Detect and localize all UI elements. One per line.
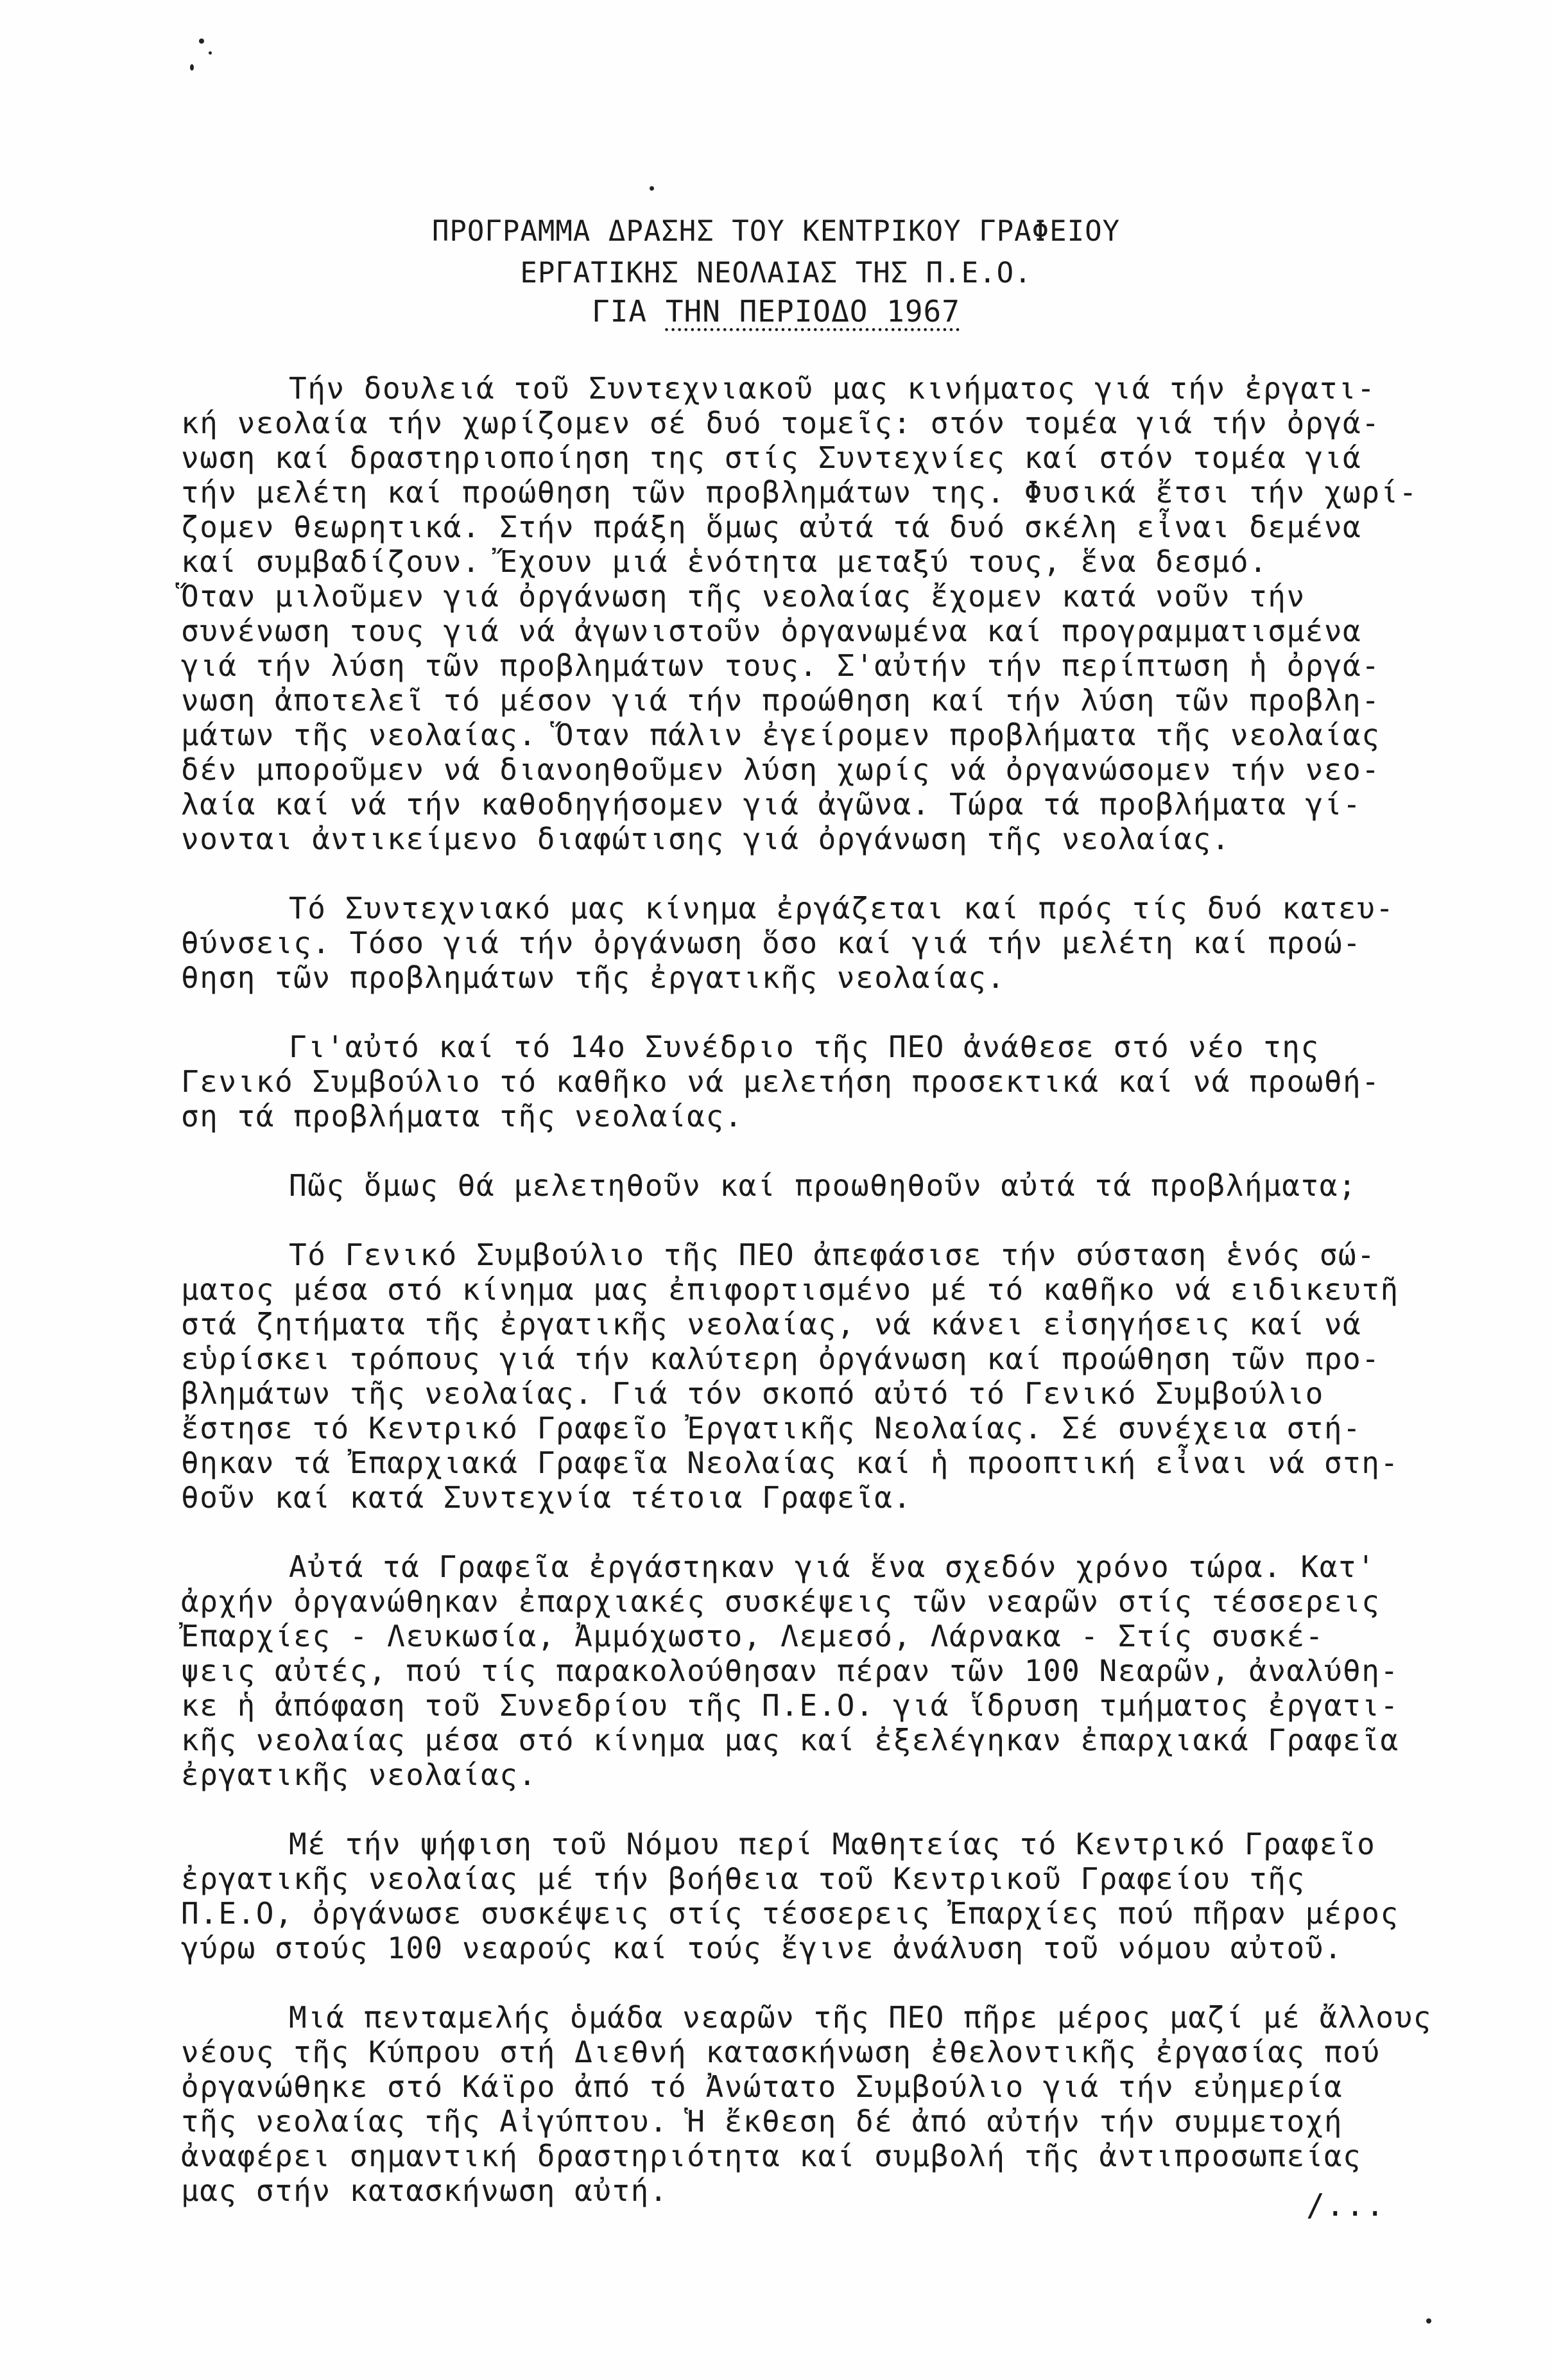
text-line: Τήν δουλειά τοῦ Συντεχνιακοῦ μας κινήματος γιά τήν ἐργατι- — [289, 371, 1376, 406]
text-line: Τό Συντεχνιακό μας κίνημα ἐργάζεται καί πρός τίς δυό κατευ- — [289, 891, 1395, 926]
text-line: ἐργατικῆς νεολαίας. — [181, 1757, 537, 1792]
paragraph — [181, 2000, 1452, 2208]
text-line: εὑρίσκει τρόπους γιά τήν καλύτερη ὀργάνωση καί προώθηση τῶν προ- — [181, 1341, 1381, 1376]
text-line: Μέ τήν ψήφιση τοῦ Νόμου περί Μαθητείας τό Κεντρικό Γραφεῖο — [289, 1827, 1376, 1861]
text-line: κῆς νεολαίας μέσα στό κίνημα μας καί ἐξελέγηκαν ἐπαρχιακά Γραφεῖα — [181, 1723, 1399, 1757]
scan-speck — [1426, 2318, 1431, 2324]
title-line-2: ΕΡΓΑΤΙΚΗΣ ΝΕΟΛΑΙΑΣ ΤΗΣ Π.Ε.Ο. — [520, 257, 1032, 289]
text-line: Μιά πενταμελής ὁμάδα νεαρῶν τῆς ΠΕΟ πῆρε μέρος μαζί μέ ἄλλους — [289, 2000, 1432, 2035]
scan-speck — [190, 64, 194, 71]
text-line: Ὅταν μιλοῦμεν γιά ὀργάνωση τῆς νεολαίας ἔχομεν κατά νοῦν τήν — [181, 579, 1306, 614]
text-line: κή νεολαία τήν χωρίζομεν σέ δυό τομεῖς: στόν τομέα γιά τήν ὀργά- — [181, 406, 1381, 440]
scan-speck — [650, 186, 654, 191]
text-line: θοῦν καί κατά Συντεχνία τέτοια Γραφεῖα. — [181, 1480, 912, 1515]
text-line: ζομεν θεωρητικά. Στήν πράξη ὅμως αὐτά τά δυό σκέλη εἶναι δεμένα — [181, 510, 1362, 544]
text-line: στά ζητήματα τῆς ἐργατικῆς νεολαίας, νά κάνει εἰσηγήσεις καί νά — [181, 1307, 1362, 1341]
text-line: Π.Ε.Ο, ὀργάνωσε συσκέψεις στίς τέσσερεις Ἐπαρχίες πού πῆραν μέρος — [181, 1896, 1399, 1931]
text-line: λαία καί νά τήν καθοδηγήσομεν γιά ἀγῶνα. Τώρα τά προβλήματα γί- — [181, 787, 1362, 822]
paragraph — [181, 1030, 1452, 1134]
title-line-3-prefix: ΓΙΑ — [592, 294, 666, 329]
text-line: ἔστησε τό Κεντρικό Γραφεῖο Ἐργατικῆς Νεολαίας. Σέ συνέχεια στή- — [181, 1411, 1362, 1445]
text-line: θηση τῶν προβλημάτων τῆς ἐργατικῆς νεολαίας. — [181, 960, 1006, 995]
text-line: νέους τῆς Κύπρου στή Διεθνή κατασκήνωση ἐθελοντικῆς ἐργασίας πού — [181, 2035, 1381, 2069]
text-line: Τό Γενικό Συμβούλιο τῆς ΠΕΟ ἀπεφάσισε τήν σύσταση ἑνός σώ- — [289, 1237, 1376, 1272]
text-line: Αὐτά τά Γραφεῖα ἐργάστηκαν γιά ἕνα σχεδόν χρόνο τώρα. Κατ' — [289, 1549, 1376, 1584]
text-line: Γενικό Συμβούλιο τό καθῆκο νά μελετήση προσεκτικά καί νά προωθή- — [181, 1064, 1381, 1099]
text-line: γιά τήν λύση τῶν προβλημάτων τους. Σ'αὐτήν τήν περίπτωση ἡ ὀργά- — [181, 648, 1381, 683]
text-line: ση τά προβλήματα τῆς νεολαίας. — [181, 1099, 743, 1134]
text-line: ματος μέσα στό κίνημα μας ἐπιφορτισμένο μέ τό καθῆκο νά ειδικευτῆ — [181, 1272, 1399, 1307]
text-line: νωση ἀποτελεῖ τό μέσον γιά τήν προώθηση καί τήν λύση τῶν προβλη- — [181, 683, 1381, 718]
text-line: μάτων τῆς νεολαίας. Ὅταν πάλιν ἐγείρομεν προβλήματα τῆς νεολαίας — [181, 718, 1381, 752]
text-line: τήν μελέτη καί προώθηση τῶν προβλημάτων της. Φυσικά ἔτσι τήν χωρί- — [181, 475, 1418, 510]
text-line: ἐργατικῆς νεολαίας μέ τήν βοήθεια τοῦ Κεντρικοῦ Γραφείου τῆς — [181, 1861, 1306, 1896]
text-line: καί συμβαδίζουν. Ἔχουν μιά ἑνότητα μεταξύ τους, ἕνα δεσμό. — [181, 544, 1268, 579]
document-body — [181, 371, 1452, 2243]
text-line: τῆς νεολαίας τῆς Αἰγύπτου. Ἡ ἔκθεση δέ ἀπό αὐτήν τήν συμμετοχή — [181, 2104, 1343, 2139]
text-line: δέν μποροῦμεν νά διανοηθοῦμεν λύση χωρίς νά ὀργανώσομεν τήν νεο- — [181, 752, 1381, 787]
scan-speck — [199, 39, 204, 44]
text-line: ἀρχήν ὀργανώθηκαν ἐπαρχιακές συσκέψεις τῶν νεαρῶν στίς τέσσερεις — [181, 1584, 1381, 1619]
paragraph — [181, 1237, 1452, 1515]
title-line-3 — [0, 294, 1552, 329]
text-line: θηκαν τά Ἐπαρχιακά Γραφεῖα Νεολαίας καί ἡ προοπτική εἶναι νά στη- — [181, 1445, 1399, 1480]
scan-speck — [209, 51, 212, 55]
text-line: μας στήν κατασκήνωση αὐτή. — [181, 2173, 669, 2208]
text-line: θύνσεις. Τόσο γιά τήν ὀργάνωση ὅσο καί γιά τήν μελέτη καί προώ- — [181, 926, 1362, 960]
text-line: γύρω στούς 100 νεαρούς καί τούς ἔγινε ἀνάλυση τοῦ νόμου αὐτοῦ. — [181, 1931, 1343, 1965]
paragraph — [181, 371, 1452, 856]
text-line: νονται ἀντικείμενο διαφώτισης γιά ὀργάνωση τῆς νεολαίας. — [181, 822, 1230, 856]
text-line: κε ἡ ἀπόφαση τοῦ Συνεδρίου τῆς Π.Ε.Ο. γιά ἵδρυση τμήματος ἐργατι- — [181, 1688, 1399, 1723]
paragraph — [181, 1168, 1452, 1203]
text-line: συνένωση τους γιά νά ἀγωνιστοῦν ὀργανωμένα καί προγραμματισμένα — [181, 614, 1362, 648]
paragraph — [181, 1827, 1452, 1965]
text-line: Ἐπαρχίες - Λευκωσία, Ἀμμόχωστο, Λεμεσό, Λάρνακα - Στίς συσκέ- — [181, 1619, 1324, 1653]
text-line: Γι'αὐτό καί τό 14ο Συνέδριο τῆς ΠΕΟ ἀνάθεσε στό νέο της — [289, 1030, 1320, 1064]
text-line: ψεις αὐτές, πού τίς παρακολούθησαν πέραν τῶν 100 Νεαρῶν, ἀναλύθη- — [181, 1653, 1399, 1688]
title-line-1: ΠΡΟΓΡΑΜΜΑ ΔΡΑΣΗΣ ΤΟΥ ΚΕΝΤΡΙΚΟΥ ΓΡΑΦΕΙΟΥ — [431, 215, 1121, 248]
text-line: ὀργανώθηκε στό Κάϊρο ἀπό τό Ἀνώτατο Συμβούλιο γιά τήν εὐημερία — [181, 2069, 1343, 2104]
paragraph — [181, 891, 1452, 995]
continuation-mark: /... — [1306, 2187, 1386, 2223]
paragraph — [181, 1549, 1452, 1792]
text-line: Πῶς ὅμως θά μελετηθοῦν καί προωθηθοῦν αὐτά τά προβλήματα; — [289, 1168, 1358, 1203]
text-line: ἀναφέρει σημαντική δραστηριότητα καί συμβολή τῆς ἀντιπροσωπείας — [181, 2139, 1362, 2173]
text-line: βλημάτων τῆς νεολαίας. Γιά τόν σκοπό αὐτό τό Γενικό Συμβούλιο — [181, 1376, 1324, 1411]
title-period: ΤΗΝ ΠΕΡΙΟΔΟ 1967 — [665, 294, 960, 329]
text-line: νωση καί δραστηριοποίηση της στίς Συντεχνίες καί στόν τομέα γιά — [181, 440, 1362, 475]
